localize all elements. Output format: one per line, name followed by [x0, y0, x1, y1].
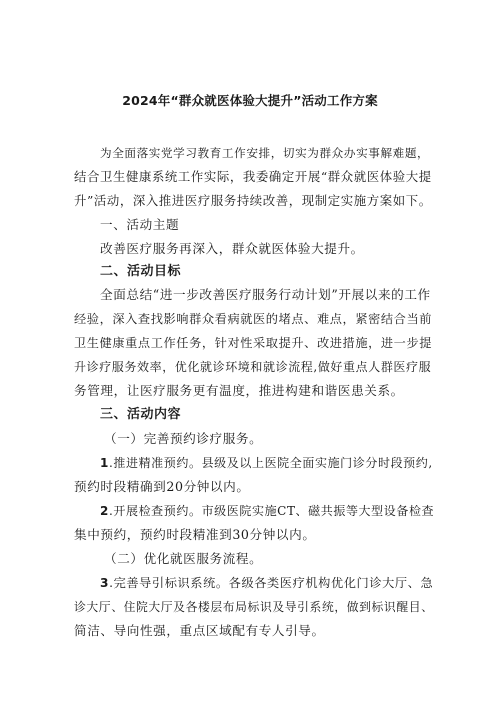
section1-body: 改善医疗服务再深入，群众就医体验大提升。	[100, 241, 364, 256]
intro-line-2: 结合卫生健康系统工作实际，我委确定开展“群众就医体验大提	[74, 169, 432, 184]
item1-line-1	[100, 455, 433, 471]
item1-number: 1	[100, 456, 109, 470]
section2-heading: 二、活动目标	[100, 264, 182, 279]
item2-number: 2	[100, 504, 109, 518]
item2-line-2: 集中预约，预约时段精准到30分钟以内。	[74, 527, 316, 542]
item2-line-1	[100, 503, 434, 519]
item3-text: .完善导引标识系统。各级各类医疗机构优化门诊大厅、急	[109, 576, 434, 590]
subsection2-heading: （二）优化就医服务流程。	[104, 551, 263, 566]
item1-line-2: 预约时段精确到20分钟以内。	[74, 479, 250, 494]
section2-line-3: 卫生健康重点工作任务，针对性采取提升、改进措施，进一步提	[74, 336, 433, 350]
section2-line-4: 升诊疗服务效率，优化就诊环境和就诊流程,做好重点人群医疗服	[74, 360, 432, 374]
section2-line-2: 经验，深入查找影响群众看病就医的堵点、难点，紧密结合当前	[74, 312, 433, 326]
intro-line-1: 为全面落实党学习教育工作安排，切实为群众办实事解难题，	[100, 146, 430, 160]
intro-line-3: 升”活动，深入推进医疗服务持续改善，现制定实施方案如下。	[74, 193, 432, 208]
section3-heading: 三、活动内容	[100, 407, 182, 422]
item1-text: .推进精准预约。县级及以上医院全面实施门诊分时段预约,	[108, 456, 433, 470]
section2-line-1: 全面总结“进一步改善医疗服务行动计划”开展以来的工作	[100, 287, 431, 302]
section2-line-5: 务管理，让医疗服务更有温度，推进构建和谐医患关系。	[74, 383, 404, 398]
item3-line-1	[100, 575, 433, 591]
section1-heading: 一、活动主题	[100, 217, 180, 232]
item2-text: .开展检查预约。市级医院实施CT、磁共振等大型设备检查	[108, 504, 435, 518]
subsection1-heading: （一）完善预约诊疗服务。	[104, 431, 263, 446]
item3-number: 3	[100, 576, 110, 590]
item3-line-3: 简洁、导向性强，重点区域配有专人引导。	[74, 623, 325, 638]
item3-line-2: 诊大厅、住院大厅及各楼层布局标识及导引系统，做到标识醒目、	[74, 600, 434, 614]
document-title: 2024年“群众就医体验大提升”活动工作方案	[122, 93, 378, 108]
